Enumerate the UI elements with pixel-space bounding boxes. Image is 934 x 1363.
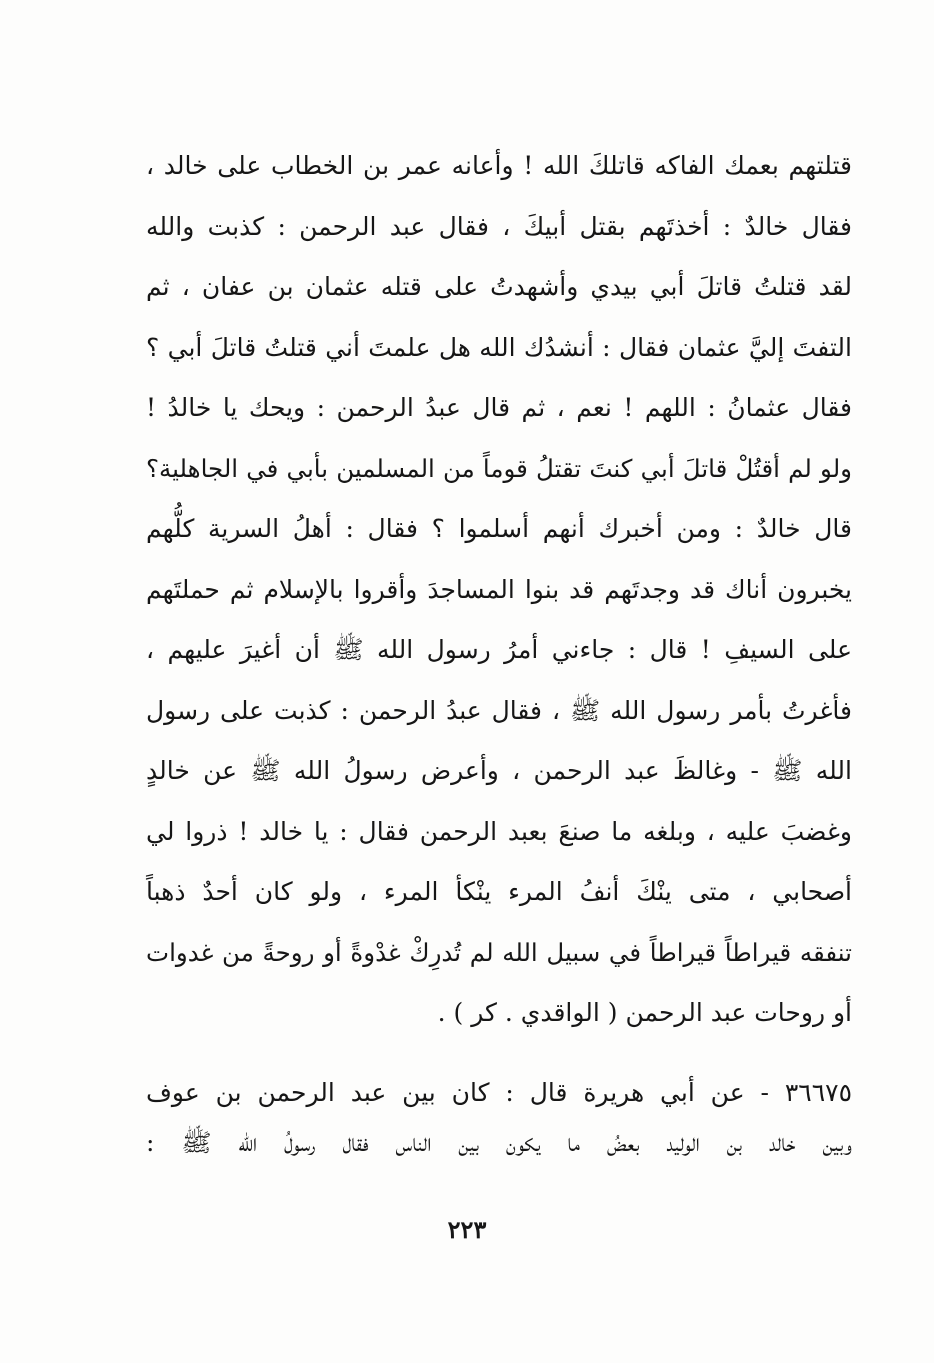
text-line: قال خالدٌ : ومن أخبرك أنهم أسلموا ؟ فقال : أهلُ السرية كلُّهم bbox=[146, 514, 852, 543]
text-line: فقال عثمانُ : اللهم ! نعم ، ثم قال عبدُ الرحمن : ويحك يا خالدُ ! bbox=[146, 393, 852, 422]
text-line: يخبرون أناك قد وجدتَهم قد بنوا المساجدَ وأقروا بالإسلام ثم حملتَهم bbox=[146, 574, 852, 604]
text-line: فقال خالدٌ : أخذتَهم بقتل أبيكَ ، فقال عبد الرحمن : كذبت والله bbox=[146, 211, 852, 241]
text-line: تنفقه قيراطاً قيراطاً في سبيل الله لم تُدرِكْ غدْوةً أو روحةً من غدوات bbox=[146, 937, 852, 967]
text-line: الله ﷺ - وغالظَ عبد الرحمن ، وأعرض رسولُ الله ﷺ عن خالدٍ bbox=[146, 756, 852, 785]
text-line: قتلتهم بعمك الفاكه قاتلكَ الله ! وأعانه عمر بن الخطاب على خالد ، bbox=[146, 151, 852, 180]
text-line: لقد قتلتُ قاتلَ أبي بيدي وأشهدتُ على قتله عثمان بن عفان ، ثم bbox=[146, 272, 852, 301]
page-number: ٢٢٣ bbox=[447, 1215, 487, 1244]
text-line: التفتَ إليَّ عثمان فقال : أنشدُك الله هل علمتَ أني قتلتُ قاتلَ أبي ؟ bbox=[146, 332, 852, 362]
text-line: وبين خالد بن الوليد بعضُ ما يكون بين الناس فقال رسولُ الله ﷺ : bbox=[146, 1128, 852, 1157]
text-line: أو روحات عبد الرحمن ( الواقدي . كر ) . bbox=[437, 998, 852, 1027]
text-line: أصحابي ، متى ينْكَ أنفُ المرء ينْكأ المرء ، ولو كان أحدٌ ذهباً bbox=[146, 877, 852, 906]
hadith-paragraph bbox=[146, 1068, 852, 1168]
main-paragraph bbox=[146, 136, 852, 1044]
text-line: على السيفِ ! قال : جاءني أمرُ رسول الله ﷺ أن أغيرَ عليهم ، bbox=[146, 635, 852, 664]
text-line: فأغرتُ بأمر رسول الله ﷺ ، فقال عبدُ الرحمن : كذبت على رسول bbox=[146, 695, 852, 725]
text-line: ولو لم أقتُلْ قاتلَ أبي كنتَ تقتلُ قوماً من المسلمين بأبي في الجاهلية؟ bbox=[146, 453, 852, 483]
text-line: ٣٦٦٧٥ - عن أبي هريرة قال : كان بين عبد الرحمن بن عوف bbox=[146, 1078, 852, 1107]
text-line: وغضبَ عليه ، وبلغه ما صنعَ بعبد الرحمن فقال : يا خالد ! ذروا لي bbox=[146, 816, 852, 846]
